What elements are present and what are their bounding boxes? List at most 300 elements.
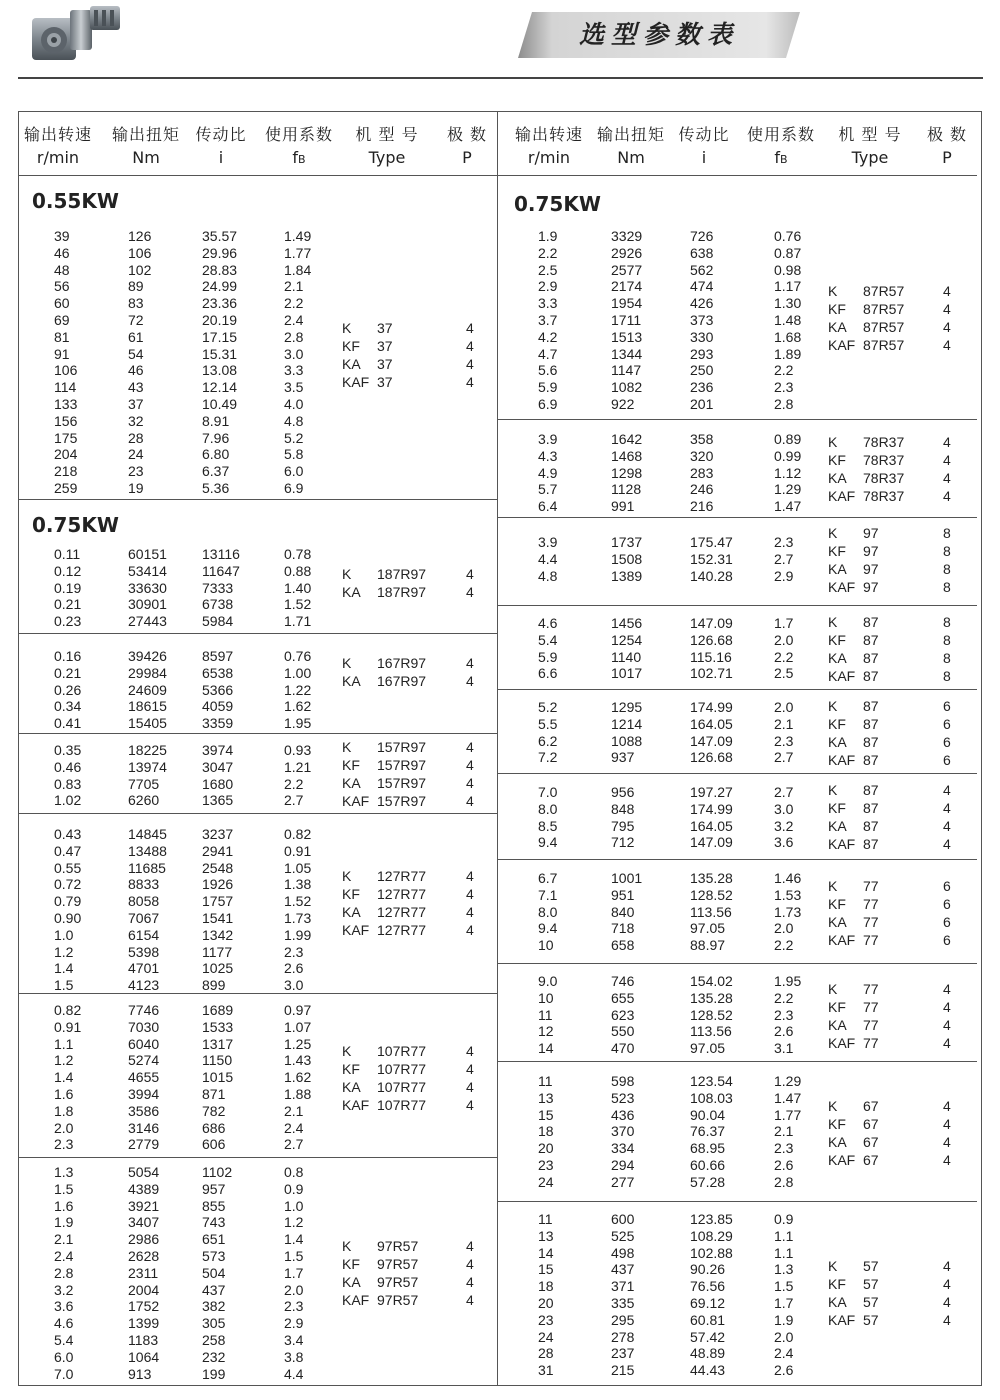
type-model: 77 [863, 914, 879, 930]
cell-factor: 1.29 [774, 1073, 802, 1089]
cell-torque: 1508 [611, 550, 643, 567]
type-entry [18, 792, 497, 810]
type-prefix: K [342, 739, 352, 755]
cell-torque: 215 [611, 1362, 635, 1379]
cell-factor: 0.76 [774, 228, 802, 244]
cell-torque: 991 [611, 498, 635, 515]
type-model: 87 [863, 668, 879, 684]
cell-factor: 1.29 [774, 481, 802, 498]
type-poles: 6 [943, 896, 951, 912]
cell-speed: 46 [54, 244, 70, 261]
cell-speed: 24 [538, 1328, 554, 1345]
cell-ratio: 651 [202, 1231, 226, 1248]
type-entry [498, 1311, 977, 1329]
cell-torque: 523 [611, 1089, 635, 1106]
cell-factor: 1.84 [284, 261, 312, 278]
cell-factor: 2.0 [774, 699, 794, 715]
cell-ratio: 17.15 [202, 328, 238, 345]
type-poles: 4 [466, 374, 474, 390]
type-entry [18, 885, 497, 903]
type-model: 87 [863, 752, 879, 768]
cell-ratio: 638 [690, 244, 714, 261]
cell-factor: 2.2 [284, 295, 304, 312]
type-poles: 4 [943, 1276, 951, 1292]
cell-ratio: 1102 [202, 1164, 233, 1180]
cell-ratio: 686 [202, 1119, 226, 1136]
cell-ratio: 7.96 [202, 429, 230, 446]
cell-speed: 6.4 [538, 498, 558, 515]
cell-factor: 1.9 [774, 1311, 794, 1328]
type-entry [18, 583, 497, 601]
cell-speed: 1.5 [54, 1180, 74, 1197]
cell-torque: 7746 [128, 1002, 160, 1018]
cell-factor: 2.7 [774, 550, 794, 567]
header-speed [508, 112, 590, 176]
type-entry [498, 913, 977, 931]
cell-torque: 89 [128, 278, 144, 295]
type-poles: 6 [943, 878, 951, 894]
type-entry [498, 1016, 977, 1034]
cell-torque: 28 [128, 429, 144, 446]
type-poles: 8 [943, 579, 951, 595]
type-poles: 8 [943, 614, 951, 630]
cell-torque: 278 [611, 1328, 635, 1345]
cell-ratio: 28.83 [202, 261, 238, 278]
cell-speed: 0.55 [54, 859, 82, 876]
type-entry [18, 921, 497, 939]
cell-speed: 1.2 [54, 943, 74, 960]
cell-factor: 1.47 [774, 498, 802, 515]
type-model: 97 [863, 525, 879, 541]
cell-factor: 2.4 [284, 312, 304, 328]
cell-speed: 4.9 [538, 464, 558, 481]
type-prefix: KA [828, 734, 847, 750]
cell-speed: 60 [54, 295, 70, 312]
type-model: 127R77 [377, 922, 427, 938]
cell-torque: 848 [611, 800, 635, 817]
cell-factor: 3.1 [774, 1040, 794, 1057]
cell-ratio: 60.81 [690, 1311, 726, 1328]
cell-speed: 0.12 [54, 562, 82, 579]
cell-torque: 1954 [611, 295, 643, 312]
cell-torque: 53414 [128, 562, 167, 579]
cell-speed: 31 [538, 1362, 554, 1379]
right-section-4 [498, 606, 977, 690]
left-section-1 [18, 176, 497, 500]
type-poles: 6 [943, 716, 951, 732]
table-row [18, 1198, 318, 1215]
header-ratio-zh: 传动比 [678, 125, 730, 144]
cell-factor: 3.0 [284, 977, 304, 994]
cell-factor: 0.99 [774, 447, 802, 464]
type-entry [498, 1275, 977, 1293]
cell-factor: 1.3 [774, 1261, 794, 1278]
cell-ratio: 115.16 [690, 648, 732, 665]
cell-ratio: 128.52 [690, 886, 733, 903]
cell-speed: 39 [54, 228, 70, 244]
type-poles: 6 [943, 698, 951, 714]
cell-torque: 106 [128, 244, 152, 261]
cell-ratio: 174.99 [690, 800, 733, 817]
type-poles: 4 [466, 320, 474, 336]
type-model: 77 [863, 878, 879, 894]
cell-speed: 3.7 [538, 312, 558, 328]
header-torque-unit: Nm [132, 148, 160, 167]
cell-torque: 24 [128, 446, 144, 463]
type-prefix: KA [342, 1079, 361, 1095]
cell-torque: 72 [128, 312, 144, 328]
type-model: 87 [863, 800, 879, 816]
type-poles: 4 [466, 356, 474, 372]
cell-speed: 1.9 [54, 1214, 74, 1231]
cell-speed: 13 [538, 1227, 554, 1244]
type-prefix: K [828, 1258, 838, 1274]
cell-speed: 13 [538, 1089, 554, 1106]
cell-speed: 69 [54, 312, 70, 328]
table-row [18, 1136, 318, 1153]
type-model: 127R77 [377, 886, 427, 902]
left-section-5 [18, 814, 497, 994]
header-factor-unit: f [292, 148, 299, 167]
type-model: 87R57 [863, 283, 905, 299]
cell-torque: 334 [611, 1140, 635, 1157]
cell-factor: 2.7 [284, 792, 304, 809]
power-heading: 0.55KW [32, 189, 119, 213]
cell-torque: 29984 [128, 664, 167, 681]
type-model: 97 [863, 561, 879, 577]
cell-torque: 2311 [128, 1264, 159, 1281]
type-poles: 4 [466, 584, 474, 600]
type-prefix: K [342, 868, 352, 884]
left-section-3 [18, 634, 497, 734]
cell-torque: 27443 [128, 613, 167, 630]
cell-speed: 9.4 [538, 920, 558, 937]
cell-factor: 3.2 [774, 817, 794, 834]
type-prefix: K [828, 434, 838, 450]
cell-factor: 1.48 [774, 312, 802, 328]
type-model: 107R77 [377, 1043, 427, 1059]
cell-speed: 0.23 [54, 613, 82, 630]
type-entry [18, 774, 497, 792]
cell-factor: 2.1 [284, 278, 304, 295]
right-section-9 [498, 1062, 977, 1202]
cell-speed: 7.2 [538, 749, 558, 766]
left-section-6 [18, 994, 497, 1158]
cell-factor: 2.8 [284, 328, 304, 345]
table-row [18, 1019, 318, 1036]
type-entry [498, 781, 977, 799]
cell-ratio: 606 [202, 1136, 226, 1153]
type-poles: 4 [466, 775, 474, 791]
type-prefix: KA [342, 775, 361, 791]
cell-torque: 13974 [128, 758, 167, 775]
type-entry [18, 903, 497, 921]
type-entry [498, 469, 977, 487]
type-model: 87 [863, 734, 879, 750]
cell-factor: 1.95 [774, 973, 802, 989]
cell-ratio: 102.88 [690, 1244, 733, 1261]
cell-speed: 0.82 [54, 1002, 82, 1018]
cell-factor: 2.0 [774, 920, 794, 937]
header-type-zh: 机 型 号 [355, 125, 419, 144]
header-torque-en [108, 148, 184, 167]
cell-ratio: 123.54 [690, 1073, 733, 1089]
table-row [498, 1211, 798, 1228]
type-entry [498, 487, 977, 505]
type-poles: 4 [466, 673, 474, 689]
table-row [498, 1228, 798, 1245]
cell-factor: 2.2 [774, 362, 794, 379]
cell-ratio: 113.56 [690, 1023, 732, 1040]
table-row [18, 430, 318, 447]
cell-factor: 3.6 [774, 834, 794, 851]
cell-factor: 1.07 [284, 1018, 312, 1035]
type-model: 37 [377, 374, 393, 390]
cell-ratio: 246 [690, 481, 714, 498]
type-prefix: KA [828, 1134, 847, 1150]
cell-torque: 550 [611, 1023, 635, 1040]
cell-torque: 498 [611, 1244, 635, 1261]
cell-torque: 43 [128, 379, 144, 396]
type-entry [498, 835, 977, 853]
cell-factor: 1.12 [774, 464, 802, 481]
cell-speed: 204 [54, 446, 78, 463]
cell-ratio: 1025 [202, 960, 234, 977]
cell-torque: 4123 [128, 977, 160, 994]
cell-torque: 3329 [611, 228, 643, 244]
cell-ratio: 504 [202, 1264, 226, 1281]
cell-torque: 1088 [611, 732, 643, 749]
type-entry [498, 451, 977, 469]
type-poles: 4 [466, 1238, 474, 1254]
cell-factor: 2.1 [284, 1102, 304, 1119]
type-poles: 4 [466, 1256, 474, 1272]
header-torque-zh: 输出扭矩 [111, 125, 180, 144]
cell-ratio: 164.05 [690, 715, 733, 732]
type-prefix: KA [828, 470, 847, 486]
cell-torque: 6154 [128, 926, 160, 943]
header-factor [258, 112, 340, 176]
cell-factor: 0.87 [774, 244, 802, 261]
cell-ratio: 1757 [202, 893, 234, 910]
table-row [18, 1349, 318, 1366]
type-entry [498, 895, 977, 913]
cell-speed: 7.0 [538, 784, 558, 800]
type-model: 78R37 [863, 434, 905, 450]
type-poles: 4 [466, 739, 474, 755]
cell-speed: 5.2 [538, 699, 558, 715]
header-torque-en [593, 148, 669, 167]
cell-torque: 2628 [128, 1248, 160, 1264]
cell-ratio: 164.05 [690, 817, 733, 834]
cell-torque: 277 [611, 1173, 635, 1190]
cell-ratio: 126.68 [690, 749, 733, 766]
page-title: 选型参数表 [578, 20, 739, 49]
cell-ratio: 232 [202, 1348, 226, 1365]
type-model: 157R97 [377, 739, 427, 755]
cell-torque: 3407 [128, 1214, 160, 1231]
cell-speed: 5.6 [538, 362, 558, 379]
type-poles: 8 [943, 632, 951, 648]
cell-torque: 83 [128, 295, 144, 312]
cell-ratio: 97.05 [690, 920, 726, 937]
table-row [18, 295, 318, 312]
type-poles: 4 [943, 782, 951, 798]
cell-factor: 1.1 [774, 1227, 794, 1244]
type-prefix: K [828, 782, 838, 798]
cell-speed: 8.5 [538, 817, 558, 834]
left-section-7 [18, 1158, 497, 1386]
cell-speed: 18 [538, 1123, 554, 1140]
type-prefix: KF [828, 896, 846, 912]
type-model: 87 [863, 650, 879, 666]
cell-ratio: 174.99 [690, 699, 733, 715]
cell-torque: 2174 [611, 278, 643, 295]
header-divider [18, 77, 983, 79]
cell-ratio: 29.96 [202, 244, 238, 261]
type-model: 97 [863, 543, 879, 559]
cell-torque: 2986 [128, 1231, 160, 1248]
cell-torque: 370 [611, 1123, 635, 1140]
cell-torque: 3586 [128, 1102, 160, 1119]
header-factor-zh: 使用系数 [264, 125, 333, 144]
cell-factor: 1.7 [284, 1264, 304, 1281]
cell-torque: 951 [611, 886, 635, 903]
type-poles: 4 [466, 1061, 474, 1077]
cell-factor: 3.4 [284, 1332, 304, 1348]
cell-factor: 1.00 [284, 664, 312, 681]
right-sections [498, 176, 977, 1381]
type-model: 107R77 [377, 1097, 427, 1113]
type-model: 187R97 [377, 584, 427, 600]
cell-ratio: 330 [690, 328, 714, 345]
cell-factor: 2.2 [774, 648, 794, 665]
cell-torque: 470 [611, 1040, 635, 1057]
header-ratio [186, 112, 256, 176]
type-poles: 4 [466, 793, 474, 809]
cell-torque: 8833 [128, 876, 160, 893]
cell-factor: 5.8 [284, 446, 304, 463]
cell-ratio: 24.99 [202, 278, 238, 295]
type-prefix: KA [342, 1274, 361, 1290]
type-poles: 4 [943, 800, 951, 816]
type-model: 57 [863, 1276, 879, 1292]
cell-ratio: 1365 [202, 792, 234, 809]
type-poles: 4 [466, 868, 474, 884]
left-sections [18, 176, 497, 1386]
cell-torque: 60151 [128, 546, 167, 562]
type-entry [18, 1291, 497, 1309]
type-entry [498, 817, 977, 835]
cell-torque: 24609 [128, 681, 167, 698]
type-poles: 4 [943, 434, 951, 450]
cell-factor: 2.3 [284, 943, 304, 960]
cell-factor: 1.52 [284, 893, 312, 910]
cell-torque: 7705 [128, 775, 160, 792]
type-poles: 4 [943, 999, 951, 1015]
cell-ratio: 2941 [202, 842, 234, 859]
right-section-10 [498, 1202, 977, 1381]
cell-torque: 1140 [611, 648, 642, 665]
type-model: 87 [863, 782, 879, 798]
cell-speed: 1.4 [54, 1069, 74, 1086]
type-model: 77 [863, 896, 879, 912]
type-entry [498, 613, 977, 631]
cell-factor: 1.77 [284, 244, 312, 261]
type-model: 127R77 [377, 868, 427, 884]
cell-speed: 3.3 [538, 295, 558, 312]
type-prefix: KAF [828, 1312, 856, 1328]
cell-factor: 2.0 [774, 631, 794, 648]
type-poles: 4 [466, 1292, 474, 1308]
type-model: 77 [863, 1035, 879, 1051]
cell-ratio: 48.89 [690, 1345, 726, 1362]
header-poles [438, 112, 496, 176]
cell-speed: 4.7 [538, 345, 558, 362]
type-poles: 4 [943, 1017, 951, 1033]
power-heading: 0.75KW [32, 513, 119, 537]
cell-ratio: 175.47 [690, 534, 733, 550]
cell-speed: 1.1 [54, 1035, 74, 1052]
type-model: 97R57 [377, 1256, 419, 1272]
cell-factor: 2.3 [774, 1140, 794, 1157]
type-model: 187R97 [377, 566, 427, 582]
type-entry [498, 318, 977, 336]
cell-ratio: 15.31 [202, 345, 238, 362]
cell-factor: 1.99 [284, 926, 312, 943]
cell-torque: 1001 [611, 870, 643, 886]
cell-ratio: 13.08 [202, 362, 238, 379]
type-poles: 4 [943, 470, 951, 486]
cell-speed: 0.26 [54, 681, 82, 698]
cell-ratio: 573 [202, 1248, 226, 1264]
gear-reducer-image [30, 4, 125, 62]
cell-torque: 8058 [128, 893, 160, 910]
header-ratio-en [186, 148, 256, 167]
cell-torque: 2577 [611, 261, 643, 278]
cell-ratio: 197.27 [690, 784, 733, 800]
cell-speed: 4.3 [538, 447, 558, 464]
cell-ratio: 20.19 [202, 312, 238, 328]
type-prefix: K [828, 698, 838, 714]
cell-ratio: 69.12 [690, 1295, 726, 1311]
type-entry [18, 1078, 497, 1096]
cell-speed: 48 [54, 261, 70, 278]
cell-ratio: 1015 [202, 1069, 234, 1086]
cell-torque: 840 [611, 903, 635, 920]
type-poles: 4 [943, 981, 951, 997]
cell-torque: 6260 [128, 792, 160, 809]
type-entry [498, 931, 977, 949]
cell-ratio: 8597 [202, 648, 234, 664]
cell-speed: 28 [538, 1345, 554, 1362]
right-column [498, 112, 977, 1381]
cell-speed: 4.6 [54, 1315, 74, 1332]
type-entry [498, 649, 977, 667]
header-speed-zh: 输出转速 [514, 125, 583, 144]
cell-torque: 1711 [611, 312, 642, 328]
cell-speed: 11 [538, 1211, 553, 1227]
cell-speed: 0.46 [54, 758, 82, 775]
cell-factor: 0.76 [284, 648, 312, 664]
cell-ratio: 4059 [202, 698, 234, 715]
type-prefix: K [342, 1238, 352, 1254]
type-prefix: KF [342, 1061, 360, 1077]
table-row [18, 826, 318, 843]
cell-ratio: 283 [690, 464, 714, 481]
type-poles: 4 [943, 1294, 951, 1310]
header-poles-zh: 极 数 [446, 125, 488, 144]
